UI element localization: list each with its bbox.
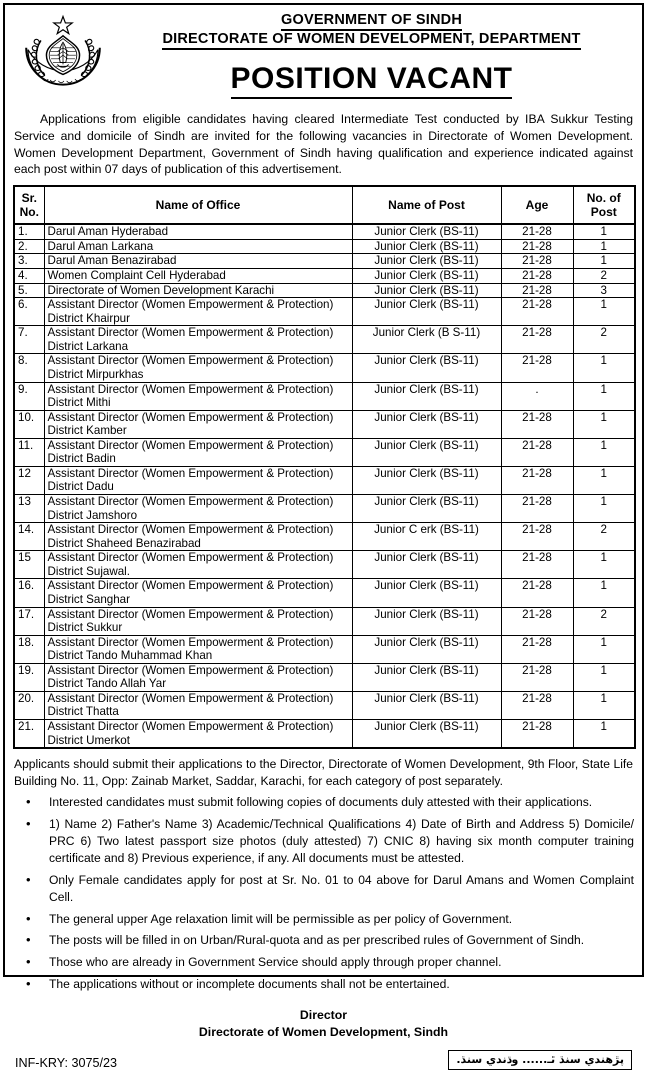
office-line-2: District Shaheed Benazirabad bbox=[47, 536, 201, 550]
office-line-1: Assistant Director (Women Empowerment & Protection) bbox=[47, 438, 334, 452]
table-row bbox=[14, 298, 635, 326]
office-line-2: District Umerkot bbox=[47, 733, 130, 747]
column-header-sr-no: Sr. No. bbox=[14, 186, 44, 224]
office-line-1: Assistant Director (Women Empowerment & Protection) bbox=[47, 635, 334, 649]
cell-sr-no: 18. bbox=[14, 635, 44, 663]
sindhi-slogan-box: پڙهندي سنڌ ٿـ...... وڌندي سنڌ. bbox=[448, 1050, 632, 1070]
cell-sr-no: 13 bbox=[14, 495, 44, 523]
vacancy-table bbox=[13, 185, 636, 749]
masthead bbox=[13, 9, 634, 105]
cell-no-of-post: 2 bbox=[573, 326, 635, 354]
table-row bbox=[14, 239, 635, 254]
cell-name-of-post: Junior Clerk (BS-11) bbox=[352, 283, 501, 298]
cell-no-of-post: 1 bbox=[573, 224, 635, 239]
office-line-2: District Dadu bbox=[47, 480, 114, 494]
table-row bbox=[14, 283, 635, 298]
cell-no-of-post: 1 bbox=[573, 579, 635, 607]
cell-no-of-post: 1 bbox=[573, 298, 635, 326]
office-line-1: Assistant Director (Women Empowerment & Protection) bbox=[47, 410, 334, 424]
cell-no-of-post: 2 bbox=[573, 523, 635, 551]
cell-age: 21-28 bbox=[501, 523, 573, 551]
cell-name-of-office bbox=[44, 438, 352, 466]
cell-name-of-office bbox=[44, 691, 352, 719]
office-line-2: District Tando Allah Yar bbox=[47, 677, 167, 691]
cell-no-of-post: 1 bbox=[573, 663, 635, 691]
cell-no-of-post: 1 bbox=[573, 466, 635, 494]
cell-age: 21-28 bbox=[501, 254, 573, 269]
column-header-age: Age bbox=[501, 186, 573, 224]
office-line-1: Directorate of Women Development Karachi bbox=[47, 283, 275, 297]
column-header-name-of-office: Name of Office bbox=[44, 186, 352, 224]
cell-name-of-office bbox=[44, 354, 352, 382]
table-row bbox=[14, 354, 635, 382]
cell-sr-no: 17. bbox=[14, 607, 44, 635]
cell-name-of-office bbox=[44, 495, 352, 523]
cell-name-of-post: Junior Clerk (BS-11) bbox=[352, 551, 501, 579]
office-line-1: Assistant Director (Women Empowerment & Protection) bbox=[47, 607, 334, 621]
cell-age: 21-28 bbox=[501, 239, 573, 254]
cell-name-of-post: Junior C erk (BS-11) bbox=[352, 523, 501, 551]
signature-office: Directorate of Women Development, Sindh bbox=[198, 1024, 449, 1039]
cell-name-of-post: Junior Clerk (BS-11) bbox=[352, 410, 501, 438]
office-line-2: District Mithi bbox=[47, 396, 111, 410]
cell-sr-no: 9. bbox=[14, 382, 44, 410]
cell-name-of-post: Junior Clerk (BS-11) bbox=[352, 663, 501, 691]
cell-sr-no: 8. bbox=[14, 354, 44, 382]
cell-name-of-post: Junior Clerk (BS-11) bbox=[352, 607, 501, 635]
office-line-2: District Badin bbox=[47, 452, 116, 466]
table-row bbox=[14, 579, 635, 607]
cell-name-of-office bbox=[44, 466, 352, 494]
cell-sr-no: 2. bbox=[14, 239, 44, 254]
table-row bbox=[14, 269, 635, 284]
table-header-row bbox=[14, 186, 635, 224]
cell-name-of-office bbox=[44, 382, 352, 410]
table-row bbox=[14, 254, 635, 269]
government-of-sindh-emblem-icon bbox=[17, 11, 109, 103]
table-row bbox=[14, 438, 635, 466]
cell-name-of-office bbox=[44, 239, 352, 254]
office-line-2: District Sanghar bbox=[47, 592, 130, 606]
cell-no-of-post: 1 bbox=[573, 382, 635, 410]
cell-sr-no: 1. bbox=[14, 224, 44, 239]
note-bullet: • 1) Name 2) Father's Name 3) Academic/Technical Qualifications 4) Date of Birth and Address 5) Domicile/ PRC 6) Two latest passport size photos (duly attested) 7) CNIC 8) having six month computer training certificate and 8) Previous experience, if any. All documents must be attested. bbox=[13, 816, 634, 867]
note-bullet: • Those who are already in Government Service should apply through proper channel. bbox=[13, 954, 634, 971]
cell-age: 21-28 bbox=[501, 635, 573, 663]
cell-age: 21-28 bbox=[501, 438, 573, 466]
office-line-2: District Khairpur bbox=[47, 311, 130, 325]
cell-no-of-post: 1 bbox=[573, 720, 635, 749]
office-line-2: District Thatta bbox=[47, 705, 119, 719]
cell-name-of-office bbox=[44, 326, 352, 354]
footer bbox=[13, 1050, 634, 1078]
cell-age: 21-28 bbox=[501, 326, 573, 354]
cell-name-of-office bbox=[44, 410, 352, 438]
note-bullet: • Interested candidates must submit following copies of documents duly attested with their applications. bbox=[13, 794, 634, 811]
cell-no-of-post: 1 bbox=[573, 410, 635, 438]
office-line-2: District Tando Muhammad Khan bbox=[47, 649, 213, 663]
cell-age: 21-28 bbox=[501, 607, 573, 635]
cell-age: 21-28 bbox=[501, 283, 573, 298]
column-header-no-of-post: No. of Post bbox=[573, 186, 635, 224]
office-line-1: Assistant Director (Women Empowerment & Protection) bbox=[47, 691, 334, 705]
cell-name-of-office bbox=[44, 269, 352, 284]
cell-no-of-post: 3 bbox=[573, 283, 635, 298]
office-line-1: Assistant Director (Women Empowerment & Protection) bbox=[47, 298, 334, 312]
notes-bullet-list bbox=[13, 794, 634, 993]
cell-name-of-office bbox=[44, 298, 352, 326]
note-bullet: • The applications without or incomplete documents shall not be entertained. bbox=[13, 976, 634, 993]
cell-sr-no: 15 bbox=[14, 551, 44, 579]
cell-sr-no: 4. bbox=[14, 269, 44, 284]
office-line-2: District Mirpurkhas bbox=[47, 367, 144, 381]
signature-title: Director bbox=[299, 1008, 348, 1023]
table-row bbox=[14, 382, 635, 410]
government-line: GOVERNMENT OF SINDH bbox=[109, 9, 634, 31]
intro-paragraph: Applications from eligible candidates having cleared Intermediate Test conducted by IBA Sukkur Testing Service and domicile of Sindh are invited for the following vacancies in Directorate of Women Development. Women Development Department, Government of Sindh having qualification and experience indicated against each post within 07 days of publication of this advertisement. bbox=[14, 112, 633, 177]
cell-sr-no: 11. bbox=[14, 438, 44, 466]
cell-sr-no: 19. bbox=[14, 663, 44, 691]
office-line-1: Assistant Director (Women Empowerment & Protection) bbox=[47, 551, 334, 565]
cell-name-of-post: Junior Clerk (BS-11) bbox=[352, 269, 501, 284]
cell-age: . bbox=[501, 382, 573, 410]
office-line-2: District Sujawal. bbox=[47, 564, 130, 578]
cell-sr-no: 5. bbox=[14, 283, 44, 298]
cell-name-of-post: Junior Clerk (BS-11) bbox=[352, 466, 501, 494]
cell-no-of-post: 1 bbox=[573, 635, 635, 663]
cell-age: 21-28 bbox=[501, 224, 573, 239]
signature-block bbox=[13, 1007, 634, 1040]
cell-no-of-post: 1 bbox=[573, 354, 635, 382]
table-row bbox=[14, 551, 635, 579]
cell-no-of-post: 1 bbox=[573, 551, 635, 579]
cell-name-of-post: Junior Clerk (BS-11) bbox=[352, 438, 501, 466]
table-row bbox=[14, 410, 635, 438]
office-line-2: District Larkana bbox=[47, 339, 129, 353]
office-line-2: District Kamber bbox=[47, 424, 127, 438]
table-row bbox=[14, 607, 635, 635]
office-line-2: District Jamshoro bbox=[47, 508, 138, 522]
cell-no-of-post: 1 bbox=[573, 438, 635, 466]
cell-sr-no: 12 bbox=[14, 466, 44, 494]
cell-sr-no: 10. bbox=[14, 410, 44, 438]
cell-no-of-post: 1 bbox=[573, 495, 635, 523]
cell-name-of-office bbox=[44, 720, 352, 749]
page-title: POSITION VACANT bbox=[109, 62, 634, 99]
office-line-1: Assistant Director (Women Empowerment & Protection) bbox=[47, 382, 334, 396]
office-line-1: Assistant Director (Women Empowerment & Protection) bbox=[47, 354, 334, 368]
cell-age: 21-28 bbox=[501, 466, 573, 494]
cell-name-of-post: Junior Clerk (BS-11) bbox=[352, 224, 501, 239]
cell-age: 21-28 bbox=[501, 495, 573, 523]
table-row bbox=[14, 466, 635, 494]
cell-age: 21-28 bbox=[501, 298, 573, 326]
office-line-1: Women Complaint Cell Hyderabad bbox=[47, 269, 226, 282]
table-row bbox=[14, 326, 635, 354]
directorate-line: DIRECTORATE OF WOMEN DEVELOPMENT, DEPARTMENT bbox=[109, 31, 634, 50]
cell-sr-no: 3. bbox=[14, 254, 44, 269]
cell-sr-no: 20. bbox=[14, 691, 44, 719]
cell-sr-no: 7. bbox=[14, 326, 44, 354]
submission-instructions: Applicants should submit their applications to the Director, Directorate of Women Development, 9th Floor, State Life Building No. 11, Opp: Zainab Market, Saddar, Karachi, for each category of post separately. bbox=[14, 757, 633, 789]
cell-name-of-office bbox=[44, 551, 352, 579]
cell-age: 21-28 bbox=[501, 410, 573, 438]
cell-name-of-office bbox=[44, 663, 352, 691]
cell-name-of-office bbox=[44, 579, 352, 607]
cell-name-of-office bbox=[44, 635, 352, 663]
cell-name-of-office bbox=[44, 283, 352, 298]
table-row bbox=[14, 495, 635, 523]
cell-name-of-post: Junior Clerk (BS-11) bbox=[352, 298, 501, 326]
office-line-1: Darul Aman Larkana bbox=[47, 239, 154, 253]
cell-age: 21-28 bbox=[501, 579, 573, 607]
cell-no-of-post: 1 bbox=[573, 254, 635, 269]
cell-name-of-post: Junior Clerk (BS-11) bbox=[352, 720, 501, 749]
table-body bbox=[14, 224, 635, 748]
office-line-1: Assistant Director (Women Empowerment & Protection) bbox=[47, 523, 334, 537]
cell-sr-no: 14. bbox=[14, 523, 44, 551]
note-bullet: • The general upper Age relaxation limit will be permissible as per policy of Government. bbox=[13, 911, 634, 928]
office-line-1: Darul Aman Benazirabad bbox=[47, 254, 177, 268]
cell-age: 21-28 bbox=[501, 720, 573, 749]
cell-sr-no: 6. bbox=[14, 298, 44, 326]
office-line-1: Assistant Director (Women Empowerment & Protection) bbox=[47, 466, 334, 480]
table-row bbox=[14, 691, 635, 719]
note-bullet: • The posts will be filled in on Urban/Rural-quota and as per prescribed rules of Government of Sindh. bbox=[13, 932, 634, 949]
notes-section bbox=[13, 756, 634, 993]
office-line-1: Assistant Director (Women Empowerment & Protection) bbox=[47, 495, 334, 508]
cell-sr-no: 21. bbox=[14, 720, 44, 749]
column-header-name-of-post: Name of Post bbox=[352, 186, 501, 224]
note-bullet: • Only Female candidates apply for post at Sr. No. 01 to 04 above for Darul Amans and Women Complaint Cell. bbox=[13, 872, 634, 906]
cell-name-of-post: Junior Clerk (BS-11) bbox=[352, 382, 501, 410]
cell-no-of-post: 1 bbox=[573, 239, 635, 254]
table-row bbox=[14, 635, 635, 663]
cell-age: 21-28 bbox=[501, 269, 573, 284]
cell-name-of-post: Junior Clerk (BS-11) bbox=[352, 691, 501, 719]
office-line-1: Assistant Director (Women Empowerment & Protection) bbox=[47, 579, 334, 593]
cell-name-of-post: Junior Clerk (BS-11) bbox=[352, 495, 501, 523]
table-row bbox=[14, 720, 635, 749]
cell-name-of-post: Junior Clerk (BS-11) bbox=[352, 254, 501, 269]
cell-sr-no: 16. bbox=[14, 579, 44, 607]
page-border-frame bbox=[3, 3, 644, 1071]
table-row bbox=[14, 523, 635, 551]
cell-age: 21-28 bbox=[501, 551, 573, 579]
table-row bbox=[14, 663, 635, 691]
cell-name-of-post: Junior Clerk (BS-11) bbox=[352, 579, 501, 607]
office-line-1: Assistant Director (Women Empowerment & Protection) bbox=[47, 326, 334, 340]
cell-name-of-office bbox=[44, 254, 352, 269]
office-line-1: Assistant Director (Women Empowerment & Protection) bbox=[47, 663, 334, 677]
cell-name-of-office bbox=[44, 607, 352, 635]
table-row bbox=[14, 224, 635, 239]
inf-reference-code: INF-KRY: 3075/23 bbox=[15, 1056, 117, 1071]
cell-name-of-post: Junior Clerk (B S-11) bbox=[352, 326, 501, 354]
cell-age: 21-28 bbox=[501, 691, 573, 719]
table-header bbox=[14, 186, 635, 224]
cell-no-of-post: 1 bbox=[573, 691, 635, 719]
cell-no-of-post: 2 bbox=[573, 607, 635, 635]
cell-name-of-post: Junior Clerk (BS-11) bbox=[352, 354, 501, 382]
cell-name-of-post: Junior Clerk (BS-11) bbox=[352, 239, 501, 254]
cell-name-of-office bbox=[44, 523, 352, 551]
cell-no-of-post: 2 bbox=[573, 269, 635, 284]
cell-age: 21-28 bbox=[501, 354, 573, 382]
office-line-1: Darul Aman Hyderabad bbox=[47, 225, 169, 239]
office-line-1: Assistant Director (Women Empowerment & Protection) bbox=[47, 720, 334, 733]
office-line-2: District Sukkur bbox=[47, 621, 123, 635]
cell-age: 21-28 bbox=[501, 663, 573, 691]
cell-name-of-post: Junior Clerk (BS-11) bbox=[352, 635, 501, 663]
cell-name-of-office bbox=[44, 224, 352, 239]
